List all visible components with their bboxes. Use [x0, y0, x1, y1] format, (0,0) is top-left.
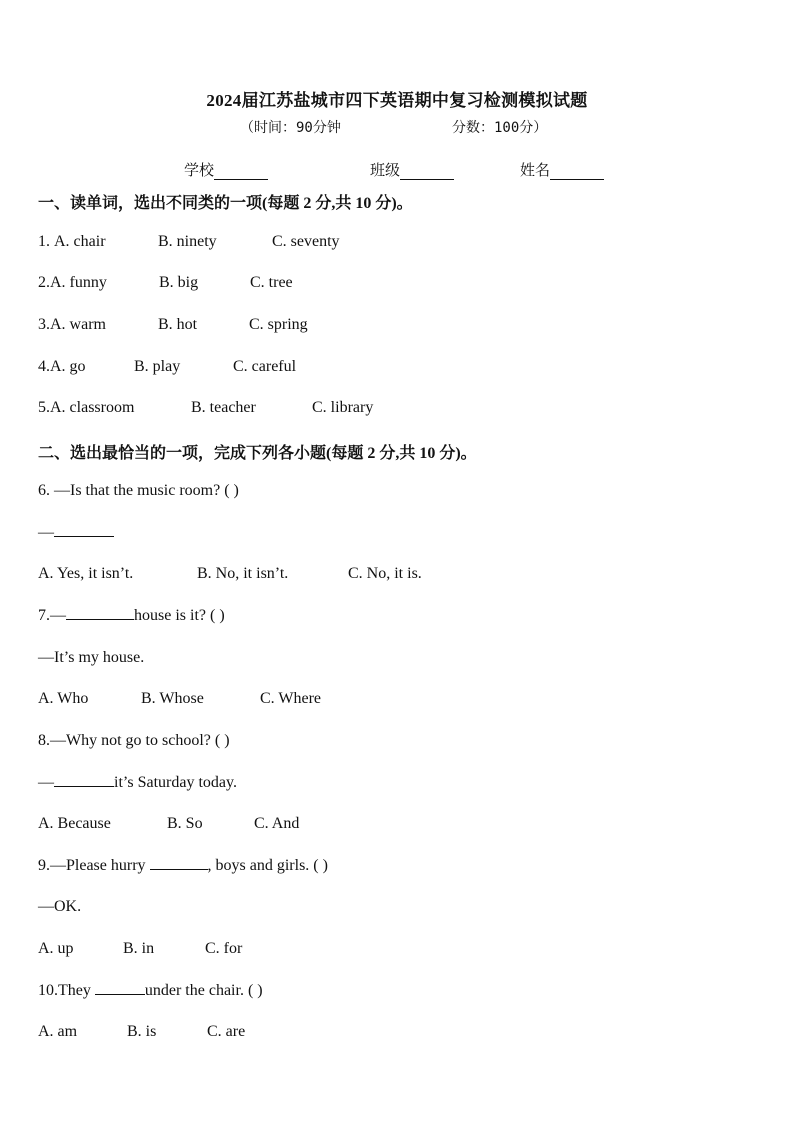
answer-blank[interactable] — [150, 857, 208, 870]
answer-blank[interactable] — [66, 607, 134, 620]
option-a[interactable]: A. Who — [38, 690, 89, 707]
option-b[interactable]: B. hot — [158, 316, 198, 333]
option-c[interactable]: C. seventy — [272, 233, 340, 250]
option-c[interactable]: C. spring — [249, 316, 308, 333]
question-9-line2: —OK. — [38, 898, 82, 915]
name-field[interactable] — [520, 159, 604, 180]
option-a[interactable]: A. funny — [50, 274, 107, 291]
name-label: 姓名 — [520, 163, 551, 179]
question-9-options — [38, 940, 242, 958]
answer-blank[interactable] — [54, 524, 114, 537]
option-a[interactable]: A. up — [38, 940, 74, 957]
option-a[interactable]: A. am — [38, 1023, 78, 1040]
option-b[interactable]: B. is — [127, 1023, 157, 1040]
question-7-line1: 7.— house is it? ( ) — [38, 607, 225, 624]
option-a[interactable]: A. warm — [50, 316, 106, 333]
name-blank[interactable] — [550, 163, 604, 180]
school-label: 学校 — [184, 163, 215, 179]
question-9-line1: 9.—Please hurry , boys and girls. ( ) — [38, 857, 328, 874]
question-2 — [38, 274, 293, 292]
option-a[interactable]: A. chair — [54, 233, 106, 250]
option-b[interactable]: B. teacher — [191, 399, 256, 416]
option-c[interactable]: C. tree — [250, 274, 293, 291]
question-6-options — [38, 565, 422, 583]
class-field[interactable] — [370, 159, 454, 180]
option-a[interactable]: A. go — [50, 358, 86, 375]
question-7-options — [38, 690, 321, 708]
option-c[interactable]: C. for — [205, 940, 243, 957]
option-b[interactable]: B. Whose — [141, 690, 204, 707]
option-b[interactable]: B. big — [159, 274, 199, 291]
question-8-options — [38, 815, 299, 833]
school-blank[interactable] — [214, 163, 268, 180]
section1-heading: 一、读单词，选出不同类的一项(每题 2 分,共 10 分)。 — [38, 195, 413, 212]
question-number: 2. — [38, 274, 50, 291]
answer-blank[interactable] — [54, 774, 114, 787]
option-b[interactable]: B. No, it isn’t. — [197, 565, 289, 582]
school-field[interactable] — [184, 159, 268, 180]
section2-heading: 二、选出最恰当的一项，完成下列各小题(每题 2 分,共 10 分)。 — [38, 445, 477, 462]
question-3 — [38, 316, 308, 334]
question-6-line2: — — [38, 524, 114, 542]
question-10-options — [38, 1023, 245, 1041]
option-b[interactable]: B. play — [134, 358, 181, 375]
class-blank[interactable] — [400, 163, 454, 180]
question-4 — [38, 358, 296, 376]
option-c[interactable]: C. And — [254, 815, 300, 832]
question-number: 5. — [38, 399, 50, 416]
option-a[interactable]: A. Yes, it isn’t. — [38, 565, 134, 582]
option-c[interactable]: C. No, it is. — [348, 565, 422, 582]
question-8-line2: — it’s Saturday today. — [38, 774, 237, 791]
class-label: 班级 — [370, 163, 401, 179]
question-8-line1: 8.—Why not go to school? ( ) — [38, 732, 230, 749]
option-c[interactable]: C. Where — [260, 690, 322, 707]
question-5 — [38, 399, 373, 417]
time-info: （时间：90分钟 — [240, 120, 341, 136]
question-10-line1: 10.They under the chair. ( ) — [38, 982, 263, 999]
option-b[interactable]: B. So — [167, 815, 203, 832]
question-number: 4. — [38, 358, 50, 375]
option-c[interactable]: C. are — [207, 1023, 246, 1040]
question-number: 1. — [38, 233, 54, 250]
option-a[interactable]: A. classroom — [50, 399, 135, 416]
option-c[interactable]: C. library — [312, 399, 374, 416]
option-b[interactable]: B. ninety — [158, 233, 217, 250]
question-7-line2: —It’s my house. — [38, 649, 145, 666]
score-info: 分数：100分） — [452, 120, 548, 136]
question-6-line1: 6. —Is that the music room? ( ) — [38, 482, 239, 499]
option-a[interactable]: A. Because — [38, 815, 111, 832]
question-1 — [38, 233, 340, 251]
page-title: 2024届江苏盐城市四下英语期中复习检测模拟试题 — [206, 91, 588, 110]
answer-blank[interactable] — [95, 982, 145, 995]
option-b[interactable]: B. in — [123, 940, 155, 957]
question-number: 3. — [38, 316, 50, 333]
option-c[interactable]: C. careful — [233, 358, 297, 375]
